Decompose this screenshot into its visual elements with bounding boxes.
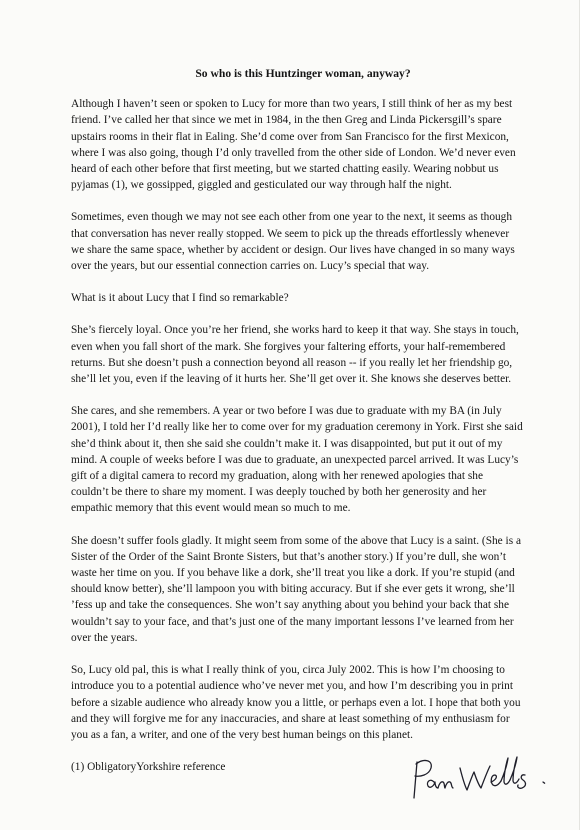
paragraph-cares: She cares, and she remembers. A year or two before I was due to graduate with my BA (in July 2001), I told her I’d really like her to come over for my graduation ceremony in York. First she said she’d think about it, then she said she couldn’t make it. I was disappointed, but put it out of my mind. A couple of weeks before I was due to graduate, an unexpected parcel arrived. It was Lucy’s gift of a digital camera to record my graduation, along with her renewed apologies that she couldn’t be there to share my moment. I was deeply touched by both her generosity and her empathic memory that this event would mean so much to me. [71,405,523,515]
paragraph-closing: So, Lucy old pal, this is what I really think of you, circa July 2002. This is how I’m choosing to introduce you to a potential audience who’ve never met you, and how I’m describing you in print before a sizable audience who already know you a little, or perhaps even a lot. I hope that both you and they will forgive me for any inaccuracies, and share at least something of my enthusiasm for you as a fan, a writer, and one of the very best human beings on this planet. [71,664,521,741]
letter-body [71,66,523,775]
footnote: (1) ObligatoryYorkshire reference [71,761,226,774]
paragraph-first-meeting: Although I haven’t seen or spoken to Lucy for more than two years, I still think of her as my best friend. I’ve called her that since we met in 1984, in the then Greg and Linda Pickersgill’s spare upstairs rooms in their flat in Ealing. She’d come over from San Francisco for the first Mexicon, where I was also going, though I’d only travelled from the other side of London. We’d never even heard of each other before that first meeting, but we started chatting easily. Wearing nobbut us pyjamas (1), we gossipped, giggled and gesticulated our way through half the night. [71,98,516,192]
handwritten-signature [400,738,560,808]
paragraph-question: What is it about Lucy that I find so remarkable? [71,292,289,305]
letter-title: So who is this Huntzinger woman, anyway? [195,67,411,80]
paragraph-connection: Sometimes, even though we may not see each other from one year to the next, it seems as though that conversation has never really stopped. We seem to pick up the threads effortlessly whenever we share the same space, whether by accident or design. Our lives have changed in so many ways over the years, but our essential connection carries on. Lucy’s special that way. [71,211,515,273]
paragraph-loyal: She’s fiercely loyal. Once you’re her friend, she works hard to keep it that way. She stays in touch, even when you fall short of the mark. She forgives your faltering efforts, your half-remembered returns. But she doesn’t push a connection beyond all reason -- if you really let her friendship go, she’ll let you, even if the leaving of it hurts her. She’ll get over it. She knows she deserves better. [71,324,519,386]
paragraph-fools: She doesn’t suffer fools gladly. It might seem from some of the above that Lucy is a saint. (She is a Sister of the Order of the Saint Bronte Sisters, but that’s another story.) If you’re dull, she won’t waste her time on you. If you behave like a dork, she’ll treat you like a dork. If you’re stupid (and should know better), she’ll lampoon you with biting accuracy. But if she ever gets it wrong, she’ll ’fess up and take the consequences. She won’t say anything about you behind your back that she wouldn’t say to your face, and that’s just one of the many important lessons I’ve learned from her over the years. [71,534,521,644]
